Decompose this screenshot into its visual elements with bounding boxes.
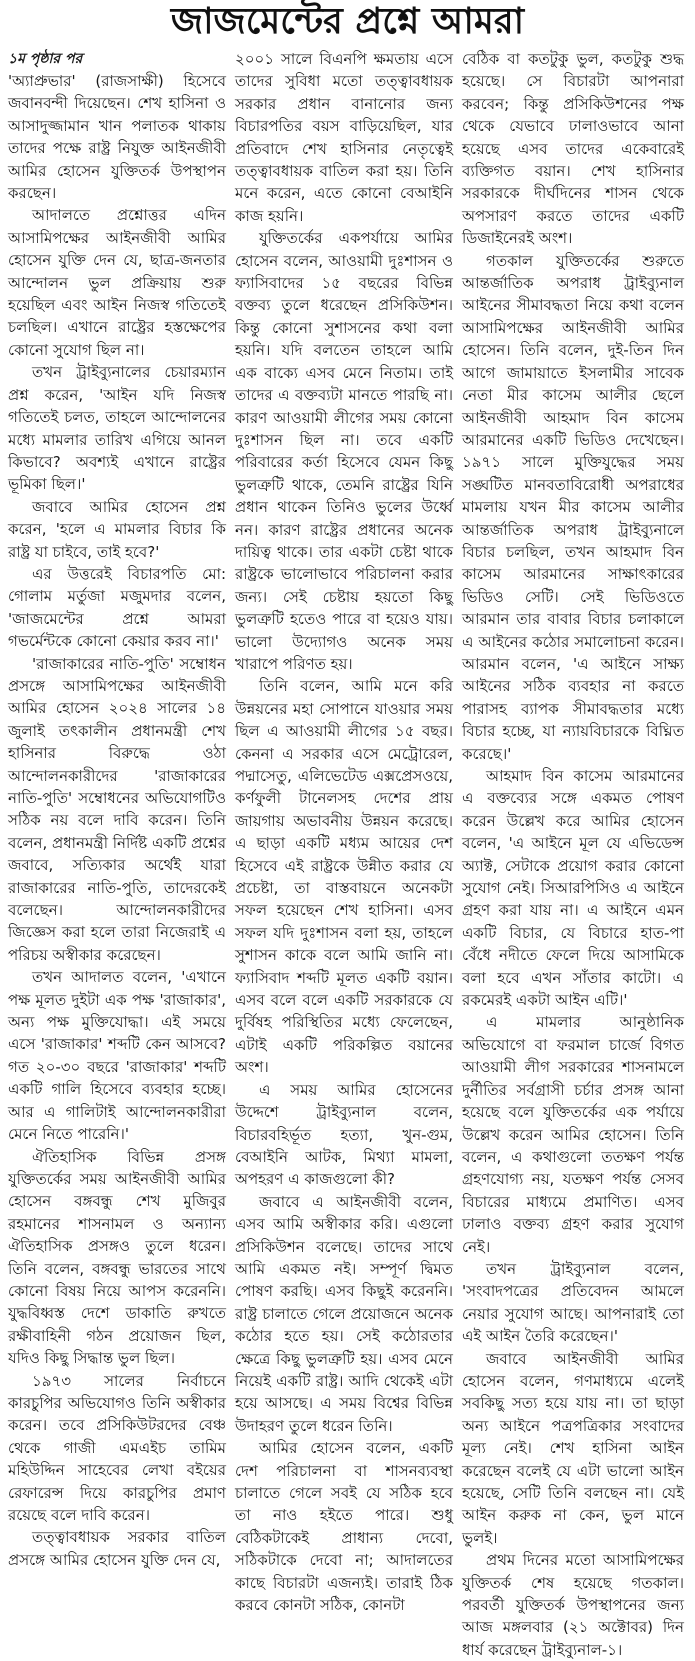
paragraph: তখন ট্রাইব্যুনাল বলেন, 'সংবাদপত্রের প্রতিবেদন আমলে নেয়ার সুযোগ আছে। আপনারাই তো এই আইন তৈরি করেছেন।': [462, 1259, 684, 1346]
paragraph: বেঠিক বা কতটুকু ভুল, কতটুকু শুদ্ধ হয়েছে। সে বিচারটা আপনারা করবেন; কিন্তু প্রসিকিউশনের পক্ষ থেকে যেভাবে ঢালাওভাবে আনা হয়েছে এসব তাদের একেবারেই ব্যক্তিগত বয়ান। শেখ হাসিনার সরকারকে দীর্ঘদিনের শাসন থেকে অপসারণ করতে তাদের একটি ডিজাইনেরই অংশ।: [462, 50, 684, 248]
paragraph: তত্ত্বাবধায়ক সরকার বাতিল প্রসঙ্গে আমির হোসেন যুক্তি দেন যে,: [8, 1528, 226, 1569]
paragraph: এর উত্তরেই বিচারপতি মো: গোলাম মর্তুজা মজুমদার বলেন, 'জাজমেন্টের প্রশ্নে আমরা গভর্মেন্টকে কোনো কেয়ার করব না।': [8, 564, 226, 651]
paragraph: আদালতে প্রশ্নোত্তর এদিন আসামিপক্ষের আইনজীবী আমির হোসেন যুক্তি দেন যে, ছাত্র-জনতার আন্দোলন ভুল প্রক্রিয়ায় শুরু হয়েছিল এবং আইন নিজস্ব গতিতেই চলছিল। এখানে রাষ্ট্রের হস্তক্ষেপের কোনো সুযোগ ছিল না।: [8, 206, 226, 359]
paragraph: এ মামলার আনুষ্ঠানিক অভিযোগে বা ফরমাল চার্জে বিগত আওয়ামী লীগ সরকারের শাসনামলে দুর্নীতির সর্বগ্রাসী চর্চার প্রসঙ্গ আনা হয়েছে বলে যুক্তিতর্কের এক পর্যায়ে উল্লেখ করেন আমির হোসেন। তিনি বলেন, এ কথাগুলো ততক্ষণ পর্যন্ত গ্রহণযোগ্য নয়, যতক্ষণ পর্যন্ত সেসব বিচারের মাধ্যমে প্রমাণিত। এসব ঢালাও বক্তব্য গ্রহণ করার সুযোগ নেই।: [462, 1013, 684, 1256]
paragraph: 'রাজাকারের নাতি-পুতি' সম্বোধন প্রসঙ্গে আসামিপক্ষের আইনজীবী আমির হোসেন ২০২৪ সালের ১৪ জুলাই তৎকালীন প্রধানমন্ত্রী শেখ হাসিনার বিরুদ্ধে ওঠা আন্দোলনকারীদের 'রাজাকারের নাতি-পুতি' সম্বোধনের অভিযোগটিও সঠিক নয় বলে দাবি করেন। তিনি বলেন, প্রধানমন্ত্রী নির্দিষ্ট একটি প্রশ্নের জবাবে, সত্যিকার অর্থেই যারা রাজাকারের নাতি-পুতি, তাদেরকেই বলেছেন। আন্দোলনকারীদের জিজ্ঞেস করা হলে তারা নিজেরাই এ পরিচয় অস্বীকার করেছেন।: [8, 654, 226, 964]
paragraph: ঐতিহাসিক বিভিন্ন প্রসঙ্গ যুক্তিতর্কের সময় আইনজীবী আমির হোসেন বঙ্গবন্ধু শেখ মুজিবুর রহমানের শাসনামল ও অন্যান্য ঐতিহাসিক প্রসঙ্গও তুলে ধরেন। তিনি বলেন, বঙ্গবন্ধু ভারতের সাথে কোনো বিষয় নিয়ে আপস করেননি। যুদ্ধবিধ্বস্ত দেশে ডাকাতি রুখতে রক্ষীবাহিনী গঠন প্রয়োজন ছিল, যদিও কিছু সিদ্ধান্ত ভুল ছিল।: [8, 1147, 226, 1368]
paragraph: জবাবে এ আইনজীবী বলেন, এসব আমি অস্বীকার করি। এগুলো প্রসিকিউশন বলেছে। তাদের সাথে আমি একমত নই। সম্পূর্ণ দ্বিমত পোষণ করছি। এসব কিছুই করেননি। রাষ্ট্র চালাতে গেলে প্রয়োজনে অনেক কঠোর হতে হয়। সেই কঠোরতার ক্ষেত্রে কিছু ভুলত্রুটি হয়। এসব মেনে নিয়েই একটি রাষ্ট্র। আদি থেকেই এটা হয়ে আসছে। এ সময় বিশ্বের বিভিন্ন উদাহরণ তুলে ধরেন তিনি।: [235, 1192, 453, 1435]
paragraph: গতকাল যুক্তিতর্কের শুরুতে আন্তর্জাতিক অপরাধ ট্রাইব্যুনাল আইনের সীমাবদ্ধতা নিয়ে কথা বলেন আসামিপক্ষের আইনজীবী আমির হোসেন। তিনি বলেন, দুই-তিন দিন আগে জামায়াতে ইসলামীর সাবেক নেতা মীর কাসেম আলীর ছেলে আইনজীবী আহমাদ বিন কাসেম আরমানের একটি ভিডিও দেখেছেন। ১৯৭১ সালে মুক্তিযুদ্ধের সময় সঙ্ঘটিত মানবতাবিরোধী অপরাধের মামলায় যখন মীর কাসেম আলীর আন্তর্জাতিক অপরাধ ট্রাইব্যুনালে বিচার চলছিল, তখন আহমাদ বিন কাসেম আরমানের সাক্ষাৎকারের ভিডিও সেটি। সেই ভিডিওতে আরমান তার বাবার বিচার চলাকালে এ আইনের কঠোর সমালোচনা করেন। আরমান বলেন, 'এ আইনে সাক্ষ্য আইনের সঠিক ব্যবহার না করতে পারাসহ ব্যাপক সীমাবদ্ধতার মধ্যে বিচার হচ্ছে, যা ন্যায়বিচারকে বিঘ্নিত করেছে।': [462, 251, 684, 763]
continuation-kicker: ১ম পৃষ্ঠার পর: [8, 51, 83, 67]
paragraph: যুক্তিতর্কের একপর্যায়ে আমির হোসেন বলেন, আওয়ামী দুঃশাসন ও ফ্যাসিবাদের ১৫ বছরের বিভিন্ন বক্তব্য তুলে ধরেছেন প্রসিকিউশন। কিন্তু কোনো সুশাসনের কথা বলা হয়নি। যদি বলতেন তাহলে আমি এক বাক্যে এসব মেনে নিতাম। তাই তাদের এ বক্তব্যটা মানতে পারছি না। কারণ আওয়ামী লীগের সময় কোনো দুঃশাসন ছিল না। তবে একটি পরিবারের কর্তা হিসেবে যেমন কিছু ভুলত্রুটি থাকে, তেমনি রাষ্ট্রের যিনি প্রধান থাকেন তিনিও ভুলের উর্ধ্বে নন। কারণ রাষ্ট্রের প্রধানের অনেক দায়িত্ব থাকে। তার একটা চেষ্টা থাকে রাষ্ট্রকে ভালোভাবে পরিচালনা করার জন্য। সেই চেষ্টায় হয়তো কিছু ভুলত্রুটি হতেও পারে বা হয়েও যায়। ভালো উদ্যোগও অনেক সময় খারাপে পরিণত হয়।: [235, 229, 453, 673]
paragraph: তখন ট্রাইব্যুনালের চেয়ারম্যান প্রশ্ন করেন, 'আইন যদি নিজস্ব গতিতেই চলত, তাহলে আন্দোলনের মধ্যে মামলার তারিখ এগিয়ে আনল কিভাবে? অবশ্যই এখানে রাষ্ট্রের ভূমিকা ছিল।': [8, 363, 226, 494]
article-headline: জাজমেন্টের প্রশ্নে আমরা: [170, 1, 525, 42]
paragraph: আহমাদ বিন কাসেম আরমানের এ বক্তব্যের সঙ্গে একমত পোষণ করেন উল্লেখ করে আমির হোসেন বলেন, 'এ আইনে মূল যে এভিডেন্স অ্যাক্ট, সেটাকে প্রয়োগ করার কোনো সুযোগ নেই। সিআরপিসিও এ আইনে গ্রহণ করা যায় না। এ আইনে এমন একটি বিচার, যে বিচারে হাত-পা বেঁধে নদীতে ফেলে দিয়ে আসামিকে বলা হবে এখন সাঁতার কাটো। এ রকমেরই একটা আইন এটি।': [462, 767, 684, 1010]
paragraph: ১৯৭৩ সালের নির্বাচনে কারচুপির অভিযোগও তিনি অস্বীকার করেন। তবে প্রসিকিউটরদের বেঞ্চ থেকে গাজী এমএইচ তামিম মহিউদ্দিন সাহেবের লেখা বইয়ের রেফারেন্স দিয়ে কারচুপির প্রমাণ রয়েছে বলে দাবি করেন।: [8, 1371, 226, 1524]
paragraph: আমির হোসেন বলেন, একটি দেশ পরিচালনা বা শাসনব্যবস্থা চালাতে গেলে সবই যে সঠিক হবে তা নাও হইতে পারে। শুধু বেঠিকটাকেই প্রাধান্য দেবো, সঠিকটাকে দেবো না; আদালতের কাছে বিচারটা এজন্যই। তারাই ঠিক করবে কোনটা সঠিক, কোনটা: [235, 1439, 453, 1615]
paragraph: তিনি বলেন, আমি মনে করি উন্নয়নের মহা সোপানে যাওয়ার সময় ছিল এ আওয়ামী লীগের ১৫ বছর। কেননা এ সরকার এসে মেট্রোরেল, পদ্মাসেতু, এলিভেটেড এক্সপ্রেসওয়ে, কর্ণফুলী টানেলসহ দেশের প্রায় জায়গায় অভাবনীয় উন্নয়ন করেছে। এ ছাড়া একটি মধ্যম আয়ের দেশ হিসেবে এই রাষ্ট্রকে উন্নীত করার যে প্রচেষ্টা, তা বাস্তবায়নে অনেকটা সফল হয়েছেন শেখ হাসিনা। এসব সফল যদি দুঃশাসন বলা হয়, তাহলে সুশাসন কাকে বলে আমি জানি না। ফ্যাসিবাদ শব্দটি মূলত একটি বয়ান। এসব বলে বলে একটি সরকারকে যে দুর্বিষহ পরিস্থিতির মধ্যে ফেলেছেন, এটাই একটি পরিকল্পিত বয়ানের অংশ।: [235, 677, 453, 1077]
article-column-1: [8, 48, 226, 1571]
article-column-2: [235, 48, 453, 1616]
paragraph: এ সময় আমির হোসেনের উদ্দেশে ট্রাইব্যুনাল বলেন, বিচারবহির্ভূত হত্যা, খুন-গুম, বেআইনি আটক, মিথ্যা মামলা, অপহরণ এ কাজগুলো কী?: [235, 1080, 453, 1189]
paragraph: 'অ্যাপ্রুভার' (রাজসাক্ষী) হিসেবে জবানবন্দী দিয়েছেন। শেখ হাসিনা ও আসাদুজ্জামান খান পলাতক থাকায় তাদের পক্ষে রাষ্ট্র নিযুক্ত আইনজীবী আমির হোসেন যুক্তিতর্ক উপস্থাপন করছেন।: [8, 72, 226, 203]
paragraph: প্রথম দিনের মতো আসামিপক্ষের যুক্তিতর্ক শেষ হয়েছে গতকাল। পরবর্তী যুক্তিতর্ক উপস্থাপনের জন্য আজ মঙ্গলবার (২১ অক্টোবর) দিন ধার্য করেছেন ট্রাইব্যুনাল-১।: [462, 1551, 684, 1659]
paragraph: তখন আদালত বলেন, 'এখানে পক্ষ মূলত দুইটা এক পক্ষ 'রাজাকার', অন্য পক্ষ মুক্তিযোদ্ধা। এই সময়ে এসে 'রাজাকার' শব্দটি কেন আসবে? গত ২০-৩০ বছরে 'রাজাকার' শব্দটি একটি গালি হিসেবে ব্যবহার হচ্ছে। আর এ গালিটাই আন্দোলনকারীরা মেনে নিতে পারেনি।': [8, 968, 226, 1144]
paragraph: জবাবে আইনজীবী আমির হোসেন বলেন, গণমাধ্যমে এলেই সবকিছু সত্য হয়ে যায় না। তা ছাড়া অন্য আইনে পত্রপত্রিকার সংবাদের মূল্য নেই। শেখ হাসিনা আইন করেছেন বলেই যে এটা ভালো আইন হয়েছে, সেটি তিনি বলছেন না। যেই আইন করুক না কেন, ভুল মানে ভুলই।: [462, 1349, 684, 1547]
paragraph: জবাবে আমির হোসেন প্রশ্ন করেন, 'হলে এ মামলার বিচার কি রাষ্ট্র যা চাইবে, তাই হবে?': [8, 497, 226, 561]
paragraph: ২০০১ সালে বিএনপি ক্ষমতায় এসে তাদের সুবিধা মতো তত্ত্বাবধায়ক সরকার প্রধান বানানোর জন্য বিচারপতির বয়স বাড়িয়েছিল, যার প্রতিবাদে শেখ হাসিনার নেতৃত্বেই তত্ত্বাবধায়ক বাতিল করা হয়। তিনি মনে করেন, এতে কোনো বেআইনি কাজ হয়নি।: [235, 50, 453, 225]
article-column-3: [462, 48, 684, 1661]
